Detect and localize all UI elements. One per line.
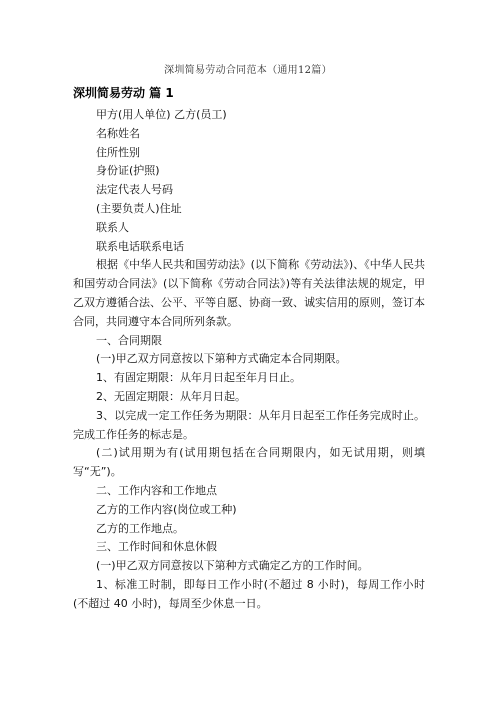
- document-body: [73, 106, 425, 614]
- paragraph-address: (主要负责人)住址: [96, 201, 182, 215]
- paragraph-parties: 甲方(用人单位) 乙方(员工): [96, 108, 227, 121]
- paragraph-fixed-term: 1、有固定期限：从年月日起至年月日止。: [96, 371, 301, 385]
- paragraph-hours-heading: 三、工作时间和休息休假: [96, 540, 217, 554]
- paragraph-legal-rep: 法定代表人号码: [96, 183, 173, 197]
- paragraph-name: 名称姓名: [96, 126, 140, 140]
- paragraph-work-heading: 二、工作内容和工作地点: [96, 483, 217, 497]
- paragraph-hours-method: (一)甲乙双方同意按以下第种方式确定乙方的工作时间。: [96, 559, 369, 573]
- paragraph-phone: 联系电话联系电话: [96, 239, 184, 253]
- paragraph-work-content: 乙方的工作内容(岗位或工种): [96, 502, 237, 516]
- paragraph-term-heading: 一、合同期限: [96, 333, 162, 347]
- paragraph-legal-basis: 根据《中华人民共和国劳动法》(以下简称《劳动法》)、《中华人民共和国劳动合同法》(以下简称《劳动合同法》)等有关法律法规的规定，甲乙双方遵循合法、公平、平等自愿、协商一致、诚实信用的原则，签订本合同，共同遵守本合同所列条款。: [73, 258, 425, 328]
- paragraph-term-method: (一)甲乙双方同意按以下第种方式确定本合同期限。: [96, 352, 347, 366]
- paragraph-residence: 住所性别: [96, 145, 140, 159]
- paragraph-contact: 联系人: [96, 220, 129, 234]
- paragraph-open-term: 2、无固定期限：从年月日起。: [96, 389, 246, 403]
- document-header: 深圳简易劳动合同范本（通用12篇）: [164, 65, 332, 76]
- paragraph-id: 身份证(护照): [96, 164, 160, 178]
- section-heading: 深圳简易劳动 篇 1: [73, 86, 174, 100]
- paragraph-task-term: 3、以完成一定工作任务为期限：从年月日起至工作任务完成时止。完成工作任务的标志是。: [73, 408, 425, 441]
- paragraph-standard-hours: 1、标准工时制，即每日工作小时(不超过 8 小时)，每周工作小时(不超过 40 小时)，每周至少休息一日。: [73, 577, 425, 610]
- paragraph-probation: (二)试用期为有(试用期包括在合同期限内，如无试用期，则填写“无”)。: [73, 446, 425, 479]
- paragraph-work-location: 乙方的工作地点。: [96, 521, 184, 535]
